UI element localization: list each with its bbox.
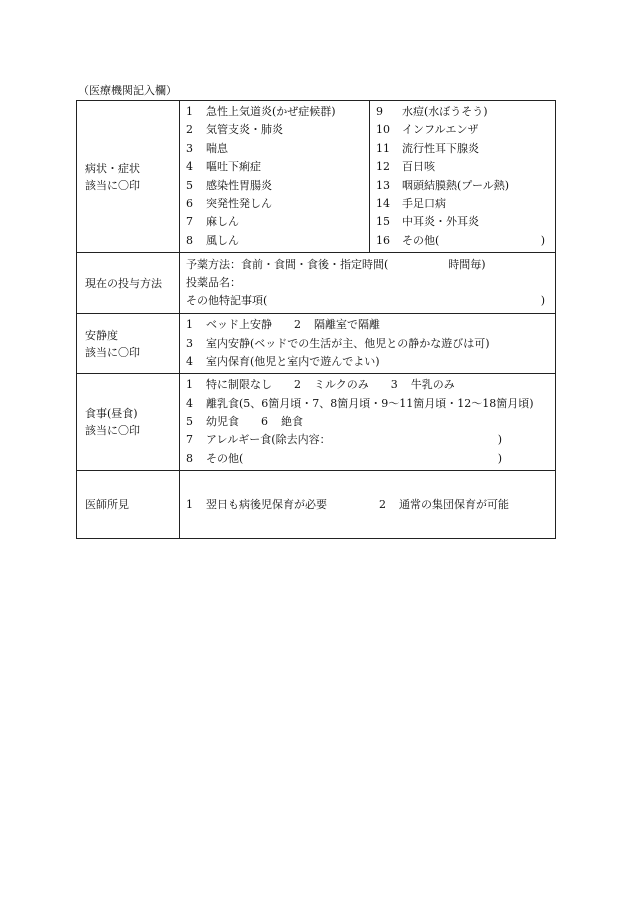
- medication-label: 現在の投与方法: [77, 253, 180, 314]
- meal-line-1: [186, 376, 555, 394]
- symptom-num: 13: [376, 178, 390, 192]
- medication-drug-line[interactable]: [186, 274, 555, 292]
- medication-method-line[interactable]: [186, 256, 555, 274]
- symptom-option[interactable]: [376, 140, 555, 158]
- symptom-text: 気管支炎・肺炎: [206, 123, 283, 137]
- meal-text: アレルギー食(除去内容：: [206, 433, 331, 447]
- opinion-text: 通常の集団保育が可能: [399, 497, 509, 511]
- symptom-num: 2: [186, 123, 193, 137]
- meal-text: 牛乳のみ: [410, 378, 455, 392]
- meal-option[interactable]: [186, 395, 555, 413]
- rest-text: ベッド上安静: [206, 318, 272, 332]
- meal-label-line1: 食事(昼食): [85, 407, 138, 421]
- meal-option[interactable]: [186, 431, 502, 449]
- rest-option[interactable]: [294, 318, 380, 331]
- symptoms-left-column: [180, 101, 370, 252]
- rest-text: 隔離室で隔離: [314, 318, 380, 332]
- medication-row: [77, 253, 556, 314]
- symptom-option[interactable]: [186, 177, 369, 195]
- symptom-option[interactable]: [376, 121, 555, 139]
- meal-text: 離乳食(5、6箇月頃・7、8箇月頃・9〜11箇月頃・12〜18箇月頃): [206, 396, 534, 410]
- symptom-num: 8: [186, 233, 193, 247]
- meal-num: 6: [261, 415, 268, 429]
- symptom-text: 喘息: [206, 141, 228, 155]
- symptom-option[interactable]: [376, 213, 555, 231]
- opinion-label: 医師所見: [77, 471, 180, 539]
- meal-text: ミルクのみ: [314, 378, 369, 392]
- meal-text: 特に制限なし: [206, 378, 272, 392]
- symptoms-content: [180, 101, 556, 253]
- medication-content: [180, 253, 556, 314]
- rest-option[interactable]: [186, 318, 272, 331]
- symptom-num: 5: [186, 178, 193, 192]
- meal-option[interactable]: [391, 378, 455, 391]
- medication-method-prefix: 予薬方法：食前・食間・食後・指定時間(: [186, 257, 389, 271]
- symptom-option[interactable]: [186, 140, 369, 158]
- meal-num: 4: [186, 396, 193, 410]
- symptoms-row: [77, 101, 556, 253]
- meal-option[interactable]: [186, 415, 239, 428]
- rest-option[interactable]: [186, 335, 555, 353]
- meal-option[interactable]: [261, 415, 303, 428]
- symptom-text: 感染性胃腸炎: [206, 178, 272, 192]
- meal-text: 幼児食: [206, 415, 239, 429]
- meal-label-line2: 該当に〇印: [85, 424, 140, 438]
- meal-num: 1: [186, 378, 193, 392]
- symptom-num: 3: [186, 141, 193, 155]
- meal-text: 絶食: [281, 415, 303, 429]
- symptom-text: 咽頭結膜熱(プール熱): [402, 178, 510, 192]
- symptoms-label: [77, 101, 180, 253]
- meal-num: 5: [186, 415, 193, 429]
- rest-content: [180, 314, 556, 374]
- rest-num: 1: [186, 318, 193, 332]
- symptom-num: 6: [186, 196, 193, 210]
- opinion-content: [180, 471, 556, 539]
- medication-notes-prefix: その他特記事項(: [186, 294, 268, 308]
- meal-num: 2: [294, 378, 301, 392]
- symptom-option[interactable]: [186, 195, 369, 213]
- symptom-option[interactable]: [186, 103, 369, 121]
- symptom-text: 百日咳: [402, 160, 435, 174]
- rest-label-line2: 該当に〇印: [85, 345, 140, 359]
- meal-num: 3: [390, 378, 398, 392]
- opinion-row: [77, 471, 556, 539]
- symptom-other-close: ): [540, 233, 545, 247]
- opinion-option[interactable]: [186, 498, 327, 511]
- rest-label: [77, 314, 180, 374]
- symptom-num: 10: [376, 123, 390, 137]
- meal-option[interactable]: [294, 378, 369, 391]
- meal-line-3: [186, 413, 555, 431]
- symptom-option[interactable]: [376, 158, 555, 176]
- section-title: （医療機関記入欄）: [78, 84, 177, 97]
- meal-num: 7: [186, 433, 193, 447]
- symptom-num: 4: [186, 160, 193, 174]
- meal-label: [77, 374, 180, 471]
- symptom-num: 12: [376, 160, 390, 174]
- rest-num: 4: [186, 354, 193, 368]
- rest-label-line1: 安静度: [85, 328, 118, 342]
- meal-option[interactable]: [186, 378, 272, 391]
- symptom-option[interactable]: [186, 121, 369, 139]
- rest-line-1: [186, 316, 555, 334]
- symptom-option[interactable]: [186, 232, 369, 250]
- rest-text: 室内保育(他児と室内で遊んでよい): [206, 354, 380, 368]
- medication-drug-label: 投薬品名：: [186, 275, 241, 289]
- symptom-num: 7: [186, 215, 193, 229]
- meal-content: [180, 374, 556, 471]
- symptoms-label-line2: 該当に〇印: [85, 178, 140, 192]
- meal-text: その他(: [206, 451, 244, 465]
- symptom-text: 突発性発しん: [206, 196, 272, 210]
- rest-row: [77, 314, 556, 374]
- medication-method-suffix: 時間毎): [448, 257, 486, 271]
- symptoms-right-column: [370, 101, 555, 252]
- symptom-text: 中耳炎・外耳炎: [402, 215, 479, 229]
- symptom-option[interactable]: [186, 158, 369, 176]
- opinion-option[interactable]: [379, 498, 509, 511]
- symptom-text: 水痘(水ぼうそう): [402, 105, 488, 118]
- symptom-text: 流行性耳下腺炎: [402, 141, 479, 155]
- symptom-text: 麻しん: [206, 215, 239, 229]
- rest-num: 3: [186, 336, 193, 350]
- symptom-option[interactable]: [376, 195, 555, 213]
- symptom-num: 16: [376, 233, 390, 247]
- meal-other-close: ): [497, 451, 502, 465]
- symptom-text: インフルエンザ: [402, 123, 479, 137]
- symptom-num: 14: [376, 196, 390, 210]
- opinion-num: 2: [379, 497, 386, 511]
- symptom-num: 1: [186, 105, 193, 118]
- rest-option[interactable]: [186, 353, 555, 371]
- symptom-option[interactable]: [186, 213, 369, 231]
- meal-row: [77, 374, 556, 471]
- meal-option[interactable]: [186, 450, 502, 468]
- rest-text: 室内安静(ベッドでの生活が主、他児との静かな遊びは可): [206, 336, 490, 350]
- opinion-num: 1: [186, 497, 193, 511]
- opinion-text: 翌日も病後児保育が必要: [206, 497, 327, 511]
- symptom-text: その他(: [402, 233, 440, 247]
- rest-num: 2: [294, 318, 301, 332]
- medical-form-table: [76, 100, 556, 539]
- symptom-option[interactable]: [376, 177, 555, 195]
- meal-allergy-close: ): [497, 433, 502, 447]
- symptom-text: 嘔吐下痢症: [206, 160, 261, 174]
- symptoms-label-line1: 病状・症状: [85, 161, 140, 175]
- symptom-text: 手足口病: [402, 196, 446, 210]
- symptom-num: 9: [376, 105, 383, 118]
- symptom-option-other[interactable]: [376, 232, 555, 250]
- symptom-text: 風しん: [206, 233, 239, 247]
- symptom-num: 11: [376, 141, 390, 155]
- symptom-text: 急性上気道炎(かぜ症候群): [206, 105, 336, 118]
- medication-notes-line[interactable]: [186, 292, 555, 310]
- medication-notes-close: ): [540, 294, 545, 308]
- symptom-num: 15: [376, 215, 390, 229]
- opinion-line: [186, 496, 555, 514]
- symptom-option[interactable]: [376, 103, 555, 121]
- meal-num: 8: [186, 451, 193, 465]
